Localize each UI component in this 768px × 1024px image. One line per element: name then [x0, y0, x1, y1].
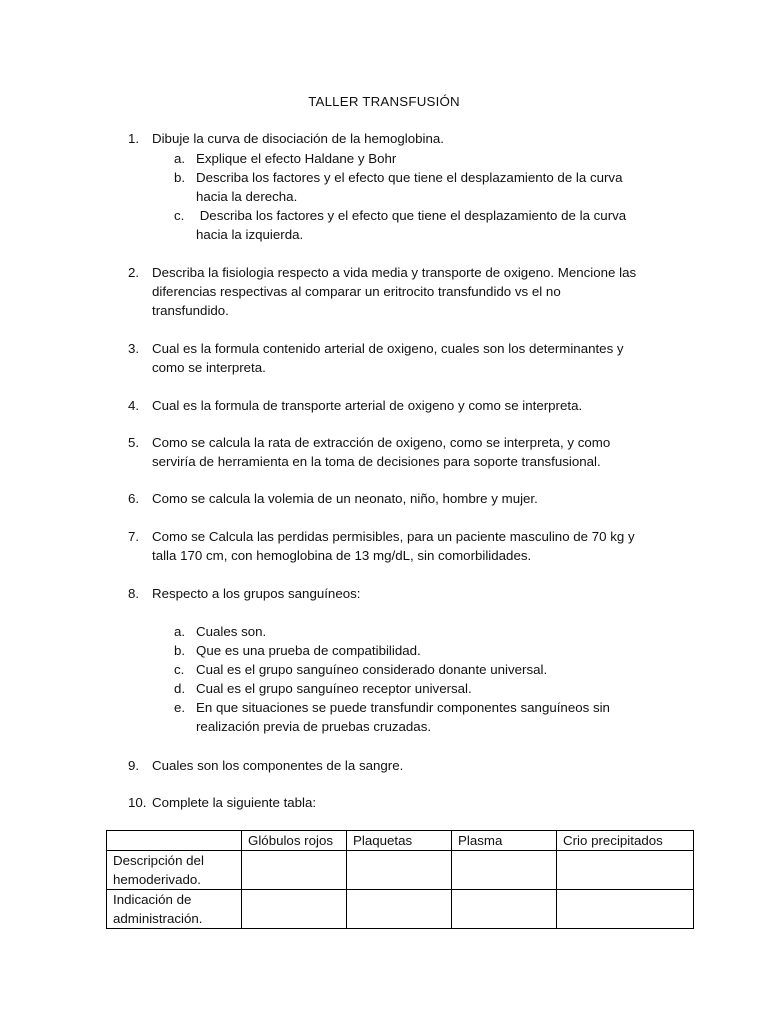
question-8-item-c [174, 660, 674, 679]
question-text: Como se calcula la volemia de un neonato, niño, hombre y mujer. [152, 491, 538, 506]
question-number: 8. [128, 586, 140, 601]
question-8-item-a [174, 622, 674, 641]
table-cell-empty [242, 851, 347, 890]
item-text: Cual es el grupo sanguíneo receptor universal. [196, 681, 472, 696]
question-number: 9. [128, 758, 140, 773]
question-7 [128, 527, 668, 565]
table-header-plaquetas: Plaquetas [347, 831, 452, 851]
item-letter: c. [174, 662, 185, 677]
item-letter: e. [174, 700, 186, 715]
question-number: 5. [128, 435, 140, 450]
table-header-empty [107, 831, 242, 851]
table-row [107, 890, 694, 929]
item-text-line-1: Describa los factores y el efecto que tiene el desplazamiento de la curva [196, 208, 627, 223]
question-text: Cual es la formula de transporte arterial de oxigeno y como se interpreta. [152, 398, 583, 413]
question-text-line-1: Como se calcula la rata de extracción de oxigeno, como se interpreta, y como [152, 435, 611, 450]
item-text-line-2: realización previa de pruebas cruzadas. [196, 719, 432, 734]
question-2 [128, 263, 668, 320]
row-label-descripcion [107, 851, 242, 890]
table-cell-empty [452, 890, 557, 929]
item-text-line-2: hacia la izquierda. [196, 227, 304, 242]
table-cell-empty [557, 851, 694, 890]
item-text-line-2: hacia la derecha. [196, 189, 298, 204]
item-letter: b. [174, 643, 186, 658]
item-text-line-1: En que situaciones se puede transfundir componentes sanguíneos sin [196, 700, 610, 715]
page-title: TALLER TRANSFUSIÓN [308, 94, 460, 109]
question-4 [128, 396, 668, 415]
table-header-plasma: Plasma [452, 831, 557, 851]
question-number: 7. [128, 529, 140, 544]
question-text-line-1: Describa la fisiologia respecto a vida media y transporte de oxigeno. Mencione las [152, 265, 637, 280]
item-letter: b. [174, 170, 186, 185]
question-6 [128, 489, 668, 508]
item-text: Que es una prueba de compatibilidad. [196, 643, 421, 658]
question-8-item-e [174, 698, 674, 736]
item-letter: c. [174, 208, 185, 223]
question-number: 3. [128, 341, 140, 356]
row-label-line-1: Indicación de [113, 892, 192, 907]
table-row [107, 851, 694, 890]
question-text: Respecto a los grupos sanguíneos: [152, 586, 361, 601]
item-text-line-1: Describa los factores y el efecto que tiene el desplazamiento de la curva [196, 170, 623, 185]
question-number: 2. [128, 265, 140, 280]
question-text-line-2: talla 170 cm, con hemoglobina de 13 mg/dL, sin comorbilidades. [152, 548, 532, 563]
question-text: Dibuje la curva de disociación de la hemoglobina. [152, 131, 444, 146]
question-3 [128, 339, 668, 377]
item-letter: a. [174, 624, 186, 639]
item-letter: d. [174, 681, 186, 696]
question-text-line-2: como se interpreta. [152, 360, 266, 375]
question-number: 6. [128, 491, 140, 506]
question-number: 1. [128, 131, 140, 146]
question-1-item-a [174, 149, 674, 168]
item-text: Explique el efecto Haldane y Bohr [196, 151, 397, 166]
question-9 [128, 756, 668, 775]
question-text-line-1: Cual es la formula contenido arterial de oxigeno, cuales son los determinantes y [152, 341, 624, 356]
question-8-item-b [174, 641, 674, 660]
question-8 [128, 584, 668, 603]
question-text: Cuales son los componentes de la sangre. [152, 758, 404, 773]
row-label-line-1: Descripción del [113, 853, 204, 868]
question-text: Complete la siguiente tabla: [152, 795, 317, 810]
question-number: 4. [128, 398, 140, 413]
item-text: Cuales son. [196, 624, 267, 639]
blood-components-table [106, 830, 694, 929]
question-5 [128, 433, 668, 471]
table-header-row [107, 831, 694, 851]
item-letter: a. [174, 151, 186, 166]
table-cell-empty [347, 851, 452, 890]
question-8-item-d [174, 679, 674, 698]
row-label-indicacion [107, 890, 242, 929]
table-cell-empty [452, 851, 557, 890]
question-1-item-c [174, 206, 674, 244]
table-cell-empty [557, 890, 694, 929]
table-header-globulos-rojos: Glóbulos rojos [242, 831, 347, 851]
question-text-line-3: transfundido. [152, 303, 229, 318]
table-cell-empty [242, 890, 347, 929]
item-text: Cual es el grupo sanguíneo considerado donante universal. [196, 662, 548, 677]
question-number: 10. [128, 795, 147, 810]
question-10 [128, 793, 668, 812]
table-header-crio-precipitados: Crio precipitados [557, 831, 694, 851]
question-1 [128, 129, 668, 148]
question-1-item-b [174, 168, 674, 206]
table-cell-empty [347, 890, 452, 929]
row-label-line-2: administración. [113, 911, 203, 926]
row-label-line-2: hemoderivado. [113, 872, 201, 887]
question-text-line-2: serviría de herramienta en la toma de decisiones para soporte transfusional. [152, 454, 601, 469]
question-text-line-1: Como se Calcula las perdidas permisibles, para un paciente masculino de 70 kg y [152, 529, 635, 544]
question-text-line-2: diferencias respectivas al comparar un eritrocito transfundido vs el no [152, 284, 561, 299]
